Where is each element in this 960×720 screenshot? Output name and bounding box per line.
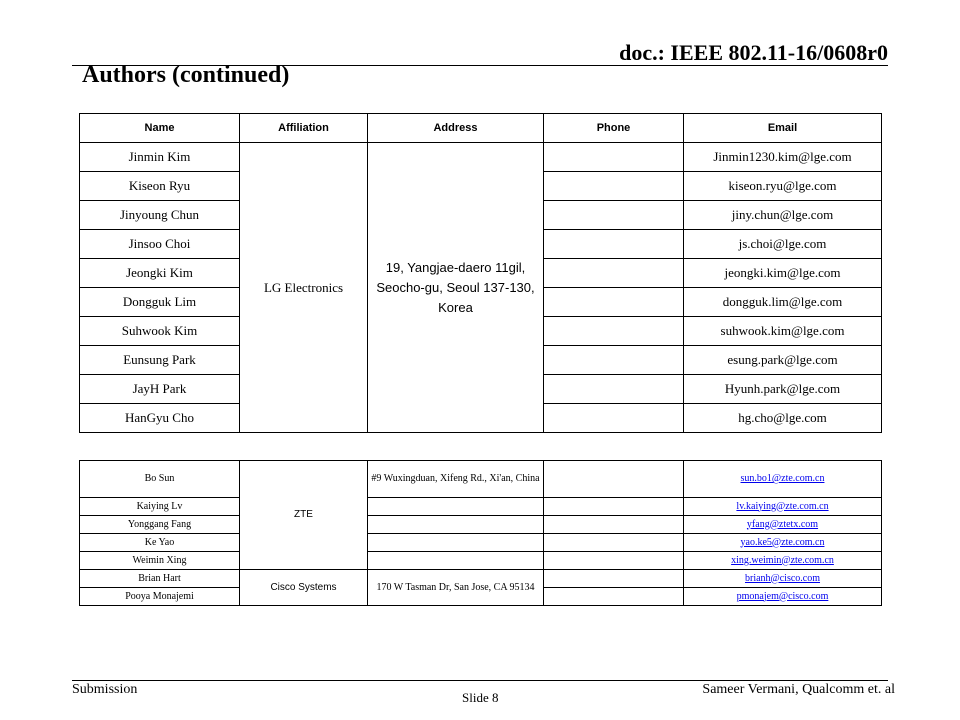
- email-cell: [684, 516, 882, 534]
- phone-cell: [544, 570, 684, 588]
- author-name: Brian Hart: [80, 570, 240, 588]
- phone-cell: [544, 172, 684, 201]
- author-email: js.choi@lge.com: [684, 230, 882, 259]
- email-cell: [684, 498, 882, 516]
- affiliation-cell: LG Electronics: [240, 143, 368, 433]
- address-cell: [368, 516, 544, 534]
- email-link[interactable]: lv.kaiying@zte.com.cn: [736, 500, 829, 512]
- author-name: Bo Sun: [80, 461, 240, 498]
- table-row: [80, 534, 882, 552]
- email-link[interactable]: yao.ke5@zte.com.cn: [740, 536, 825, 548]
- phone-cell: [544, 516, 684, 534]
- phone-cell: [544, 375, 684, 404]
- email-link[interactable]: yfang@ztetx.com: [746, 518, 819, 530]
- table-row: [80, 498, 882, 516]
- author-name: Jinyoung Chun: [80, 201, 240, 230]
- header-address: Address: [368, 114, 544, 143]
- author-email: jeongki.kim@lge.com: [684, 259, 882, 288]
- zte-cisco-authors-table: [79, 460, 882, 606]
- phone-cell: [544, 461, 684, 498]
- address-cell: 19, Yangjae-daero 11gil, Seocho-gu, Seoul 137-130, Korea: [368, 143, 544, 433]
- affiliation-cell: Cisco Systems: [240, 570, 368, 606]
- author-name: Kiseon Ryu: [80, 172, 240, 201]
- email-cell: [684, 461, 882, 498]
- table-row: [80, 461, 882, 498]
- author-email: suhwook.kim@lge.com: [684, 317, 882, 346]
- phone-cell: [544, 404, 684, 433]
- header-name: Name: [80, 114, 240, 143]
- author-name: Dongguk Lim: [80, 288, 240, 317]
- table-row: [80, 143, 882, 172]
- author-email: Hyunh.park@lge.com: [684, 375, 882, 404]
- address-cell: 170 W Tasman Dr, San Jose, CA 95134: [368, 570, 544, 606]
- author-name: Jinsoo Choi: [80, 230, 240, 259]
- phone-cell: [544, 201, 684, 230]
- table-row: [80, 570, 882, 588]
- address-cell: [368, 552, 544, 570]
- author-name: JayH Park: [80, 375, 240, 404]
- email-link[interactable]: xing.weimin@zte.com.cn: [731, 554, 834, 566]
- page-title: Authors (continued): [82, 62, 290, 88]
- phone-cell: [544, 288, 684, 317]
- phone-cell: [544, 230, 684, 259]
- email-link[interactable]: sun.bo1@zte.com.cn: [740, 473, 825, 484]
- footer-presenter: Sameer Vermani, Qualcomm et. al: [702, 682, 895, 697]
- author-email: Jinmin1230.kim@lge.com: [684, 143, 882, 172]
- footer-divider: [72, 680, 888, 681]
- author-name: Jeongki Kim: [80, 259, 240, 288]
- author-name: HanGyu Cho: [80, 404, 240, 433]
- author-name: Ke Yao: [80, 534, 240, 552]
- header-affiliation: Affiliation: [240, 114, 368, 143]
- affiliation-cell: ZTE: [240, 461, 368, 570]
- author-email: kiseon.ryu@lge.com: [684, 172, 882, 201]
- doc-id: doc.: IEEE 802.11-16/0608r0: [619, 40, 888, 65]
- address-cell: [368, 534, 544, 552]
- phone-cell: [544, 143, 684, 172]
- phone-cell: [544, 259, 684, 288]
- email-cell: [684, 588, 882, 606]
- email-link[interactable]: brianh@cisco.com: [744, 572, 821, 584]
- author-name: Weimin Xing: [80, 552, 240, 570]
- header-email: Email: [684, 114, 882, 143]
- author-email: esung.park@lge.com: [684, 346, 882, 375]
- email-link[interactable]: pmonajem@cisco.com: [736, 590, 829, 602]
- author-name: Jinmin Kim: [80, 143, 240, 172]
- address-cell: [368, 498, 544, 516]
- table-row: [80, 552, 882, 570]
- author-email: dongguk.lim@lge.com: [684, 288, 882, 317]
- author-name: Suhwook Kim: [80, 317, 240, 346]
- table-header-row: [80, 114, 882, 143]
- lg-authors-table: [79, 113, 882, 433]
- email-cell: [684, 552, 882, 570]
- author-name: Eunsung Park: [80, 346, 240, 375]
- author-name: Kaiying Lv: [80, 498, 240, 516]
- table-row: [80, 516, 882, 534]
- phone-cell: [544, 588, 684, 606]
- phone-cell: [544, 552, 684, 570]
- phone-cell: [544, 534, 684, 552]
- phone-cell: [544, 346, 684, 375]
- email-cell: [684, 570, 882, 588]
- author-email: jiny.chun@lge.com: [684, 201, 882, 230]
- author-name: Yonggang Fang: [80, 516, 240, 534]
- slide-number: Slide 8: [462, 690, 499, 705]
- header-phone: Phone: [544, 114, 684, 143]
- author-email: hg.cho@lge.com: [684, 404, 882, 433]
- phone-cell: [544, 317, 684, 346]
- phone-cell: [544, 498, 684, 516]
- address-cell: #9 Wuxingduan, Xifeng Rd., Xi'an, China: [368, 461, 544, 498]
- author-name: Pooya Monajemi: [80, 588, 240, 606]
- email-cell: [684, 534, 882, 552]
- footer-submission: Submission: [72, 682, 138, 697]
